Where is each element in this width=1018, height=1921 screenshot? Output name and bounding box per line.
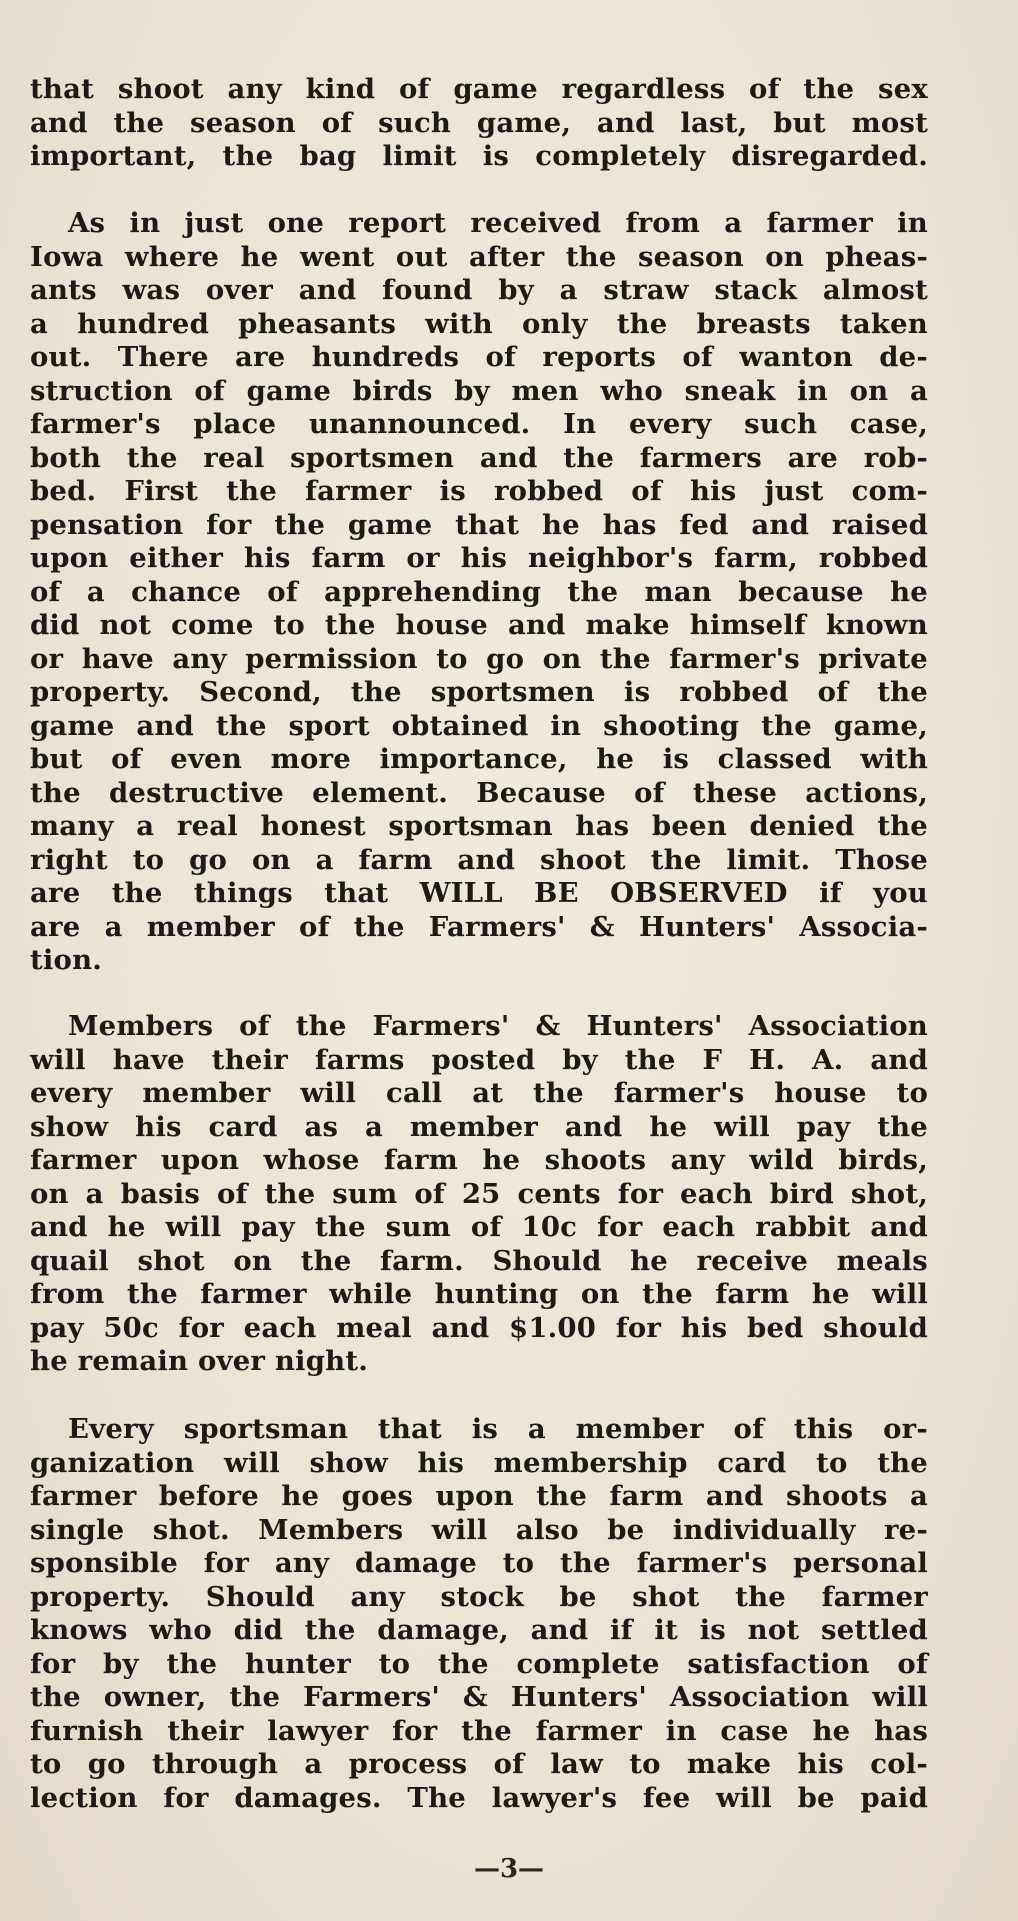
text-line: pensation for the game that he has fed and raised <box>30 508 928 541</box>
text-line: knows who did the damage, and if it is not settled <box>30 1614 928 1646</box>
text-line: single shot. Members will also be individually re- <box>30 1513 928 1546</box>
text-line: property. Should any stock be shot the farmer <box>30 1580 928 1613</box>
text-line: for by the hunter to the complete satisfaction of <box>30 1647 928 1680</box>
text-line: pay 50c for each meal and $1.00 for his bed should <box>30 1311 928 1344</box>
text-line: furnish their lawyer for the farmer in case he has <box>30 1714 928 1747</box>
text-line: of a chance of apprehending the man because he <box>30 575 928 608</box>
text-line: property. Second, the sportsmen is robbed of the <box>30 676 928 708</box>
text-line: game and the sport obtained in shooting the game, <box>30 709 928 742</box>
text-line: Iowa where he went out after the season on pheas- <box>30 240 928 273</box>
text-line: ants was over and found by a straw stack almost <box>30 274 928 306</box>
text-line: the owner, the Farmers' & Hunters' Association will <box>30 1681 928 1713</box>
text-line: on a basis of the sum of 25 cents for each bird shot, <box>30 1177 928 1210</box>
text-line: he remain over night. <box>30 1345 368 1377</box>
text-line: bed. First the farmer is robbed of his just com- <box>30 475 928 507</box>
paragraph-1 <box>30 73 928 174</box>
text-line: are the things that WILL BE OBSERVED if you <box>30 877 928 909</box>
text-line: out. There are hundreds of reports of wanton de- <box>30 341 928 373</box>
text-line: farmer's place unannounced. In every such case, <box>30 408 928 440</box>
text-line: that shoot any kind of game regardless of the sex <box>30 73 928 105</box>
text-line: or have any permission to go on the farmer's private <box>30 642 928 675</box>
text-line: tion. <box>30 944 103 976</box>
paragraph-3 <box>30 1010 928 1379</box>
text-line: will have their farms posted by the F H. A. and <box>30 1043 928 1076</box>
text-line: right to go on a farm and shoot the limit. Those <box>30 843 928 876</box>
text-line: As in just one report received from a farmer in <box>68 207 928 239</box>
text-line: sponsible for any damage to the farmer's personal <box>30 1547 928 1579</box>
text-line: to go through a process of law to make his col- <box>30 1748 928 1780</box>
text-line: many a real honest sportsman has been denied the <box>30 810 928 842</box>
paragraph-4 <box>30 1413 928 1815</box>
text-line: show his card as a member and he will pay the <box>30 1110 928 1143</box>
text-line: did not come to the house and make himself known <box>30 609 928 641</box>
text-line: and the season of such game, and last, but most <box>30 106 928 139</box>
text-line: quail shot on the farm. Should he receive meals <box>30 1244 928 1277</box>
paragraph-2 <box>30 207 928 978</box>
text-line: ganization will show his membership card to the <box>30 1446 928 1479</box>
text-line: are a member of the Farmers' & Hunters' Associa- <box>30 910 928 943</box>
text-line: the destructive element. Because of these actions, <box>30 776 928 809</box>
text-line: but of even more importance, he is classed with <box>30 743 928 775</box>
text-line: upon either his farm or his neighbor's farm, robbed <box>30 542 928 574</box>
page-number: —3— <box>473 1854 545 1884</box>
text-line: every member will call at the farmer's house to <box>30 1077 928 1109</box>
text-line: struction of game birds by men who sneak in on a <box>30 374 928 407</box>
text-line: Members of the Farmers' & Hunters' Association <box>68 1010 928 1042</box>
text-line: farmer before he goes upon the farm and shoots a <box>30 1480 928 1512</box>
text-line: farmer upon whose farm he shoots any wild birds, <box>30 1144 928 1176</box>
text-line: from the farmer while hunting on the farm he will <box>30 1278 928 1310</box>
text-line: important, the bag limit is completely disregarded. <box>30 140 928 172</box>
text-line: a hundred pheasants with only the breasts taken <box>30 307 928 340</box>
text-line: Every sportsman that is a member of this or- <box>68 1413 928 1445</box>
text-line: lection for damages. The lawyer's fee will be paid <box>30 1781 928 1814</box>
text-line: and he will pay the sum of 10c for each rabbit and <box>30 1211 928 1243</box>
text-line: both the real sportsmen and the farmers are rob- <box>30 441 928 474</box>
